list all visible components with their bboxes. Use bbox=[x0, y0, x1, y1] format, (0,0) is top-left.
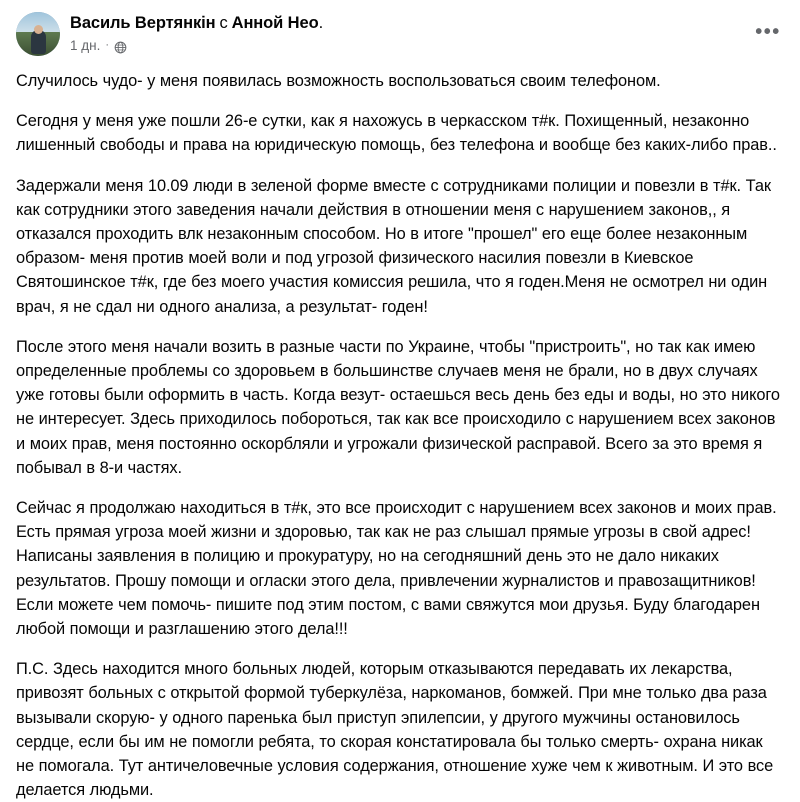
avatar[interactable] bbox=[16, 12, 60, 56]
post-tagged-friend[interactable]: Анной Нео bbox=[231, 14, 319, 32]
post-header-text bbox=[70, 12, 784, 54]
post-author-line bbox=[70, 13, 784, 34]
post-with-word: с bbox=[219, 14, 228, 32]
avatar-person-head bbox=[34, 25, 43, 34]
post-header bbox=[16, 12, 784, 58]
post-paragraph: Сейчас я продолжаю находиться в т#к, это все происходит с нарушением всех законов и моих прав. Есть прямая угроза моей жизни и здоровью, так как не раз слышал прямые угрозы в свой адрес! Написаны заявления в полицию и прокуратуру, но на сегодняшний день это не дало никаких результатов. Прошу помощи и огласки этого дела, привлечении журналистов и правозащитников! Если можете чем помочь- пишите под этим постом, с вами свяжутся мои друзья. Буду благодарен любой помощи и разглашению этого дела!!! bbox=[16, 499, 777, 639]
post-name-suffix: . bbox=[318, 14, 324, 32]
post-paragraph: После этого меня начали возить в разные части по Украине, чтобы "пристроить", но так как имею определенные проблемы со здоровьем в большинстве случаев меня не брали, но в двух случаях уже готовы были оформить в часть. Когда везут- остаешься весь день без еды и воды, но это никого не интересует. Здесь приходилось побороться, так как все происходило с нарушением всех законов и моих прав, меня постоянно оскорбляли и угрожали физической расправой. Всего за это время я побывал в 8-и частях. bbox=[16, 337, 780, 477]
post-body bbox=[16, 69, 784, 802]
post-paragraph: Сегодня у меня уже пошли 26-е сутки, как я нахожусь в черкасском т#к. Похищенный, незаконно лишенный свободы и права на юридическую помощь, без телефона и вообще без каких-либо прав.. bbox=[16, 112, 777, 155]
post-paragraph: Задержали меня 10.09 люди в зеленой форме вместе с сотрудниками полиции и повезли в т#к. Так как сотрудники этого заведения начали действия в отношении меня с нарушением законов,, я отказался проходить влк незаконным способом. Но в итоге "прошел" его еще более незаконным образом- меня против моей воли и под угрозой физического насилия повезли в Киевское Святошинское т#к, где без моего участия комиссия решила, что я годен.Меня не осмотрел ни один врач, я не сдал ни одного анализа, а результат- годен! bbox=[16, 176, 771, 316]
globe-icon[interactable] bbox=[114, 41, 127, 54]
post-timestamp[interactable]: 1 дн. bbox=[70, 38, 101, 53]
meta-separator-dot: · bbox=[105, 39, 110, 51]
post-meta-line bbox=[70, 37, 784, 54]
post-options-menu-icon[interactable]: ••• bbox=[755, 21, 781, 43]
post-paragraph: П.С. Здесь находится много больных людей, которым отказываются передавать их лекарства, привозят больных с открытой формой туберкулёза, наркоманов, бомжей. При мне только два раза вызывали скорую- у одного паренька был приступ эпилепсии, у другого мужчины остановилось сердце, если бы им не помогли ребята, то скорая констатировала бы только смерть- охрана никак не помогала. Тут античеловечные условия содержания, отношение хуже чем к животным. И это все делается людьми. bbox=[16, 660, 774, 800]
post-paragraph: Случилось чудо- у меня появилась возможность воспользоваться своим телефоном. bbox=[16, 72, 661, 90]
post-author-name[interactable]: Василь Вертянкін bbox=[70, 14, 216, 32]
